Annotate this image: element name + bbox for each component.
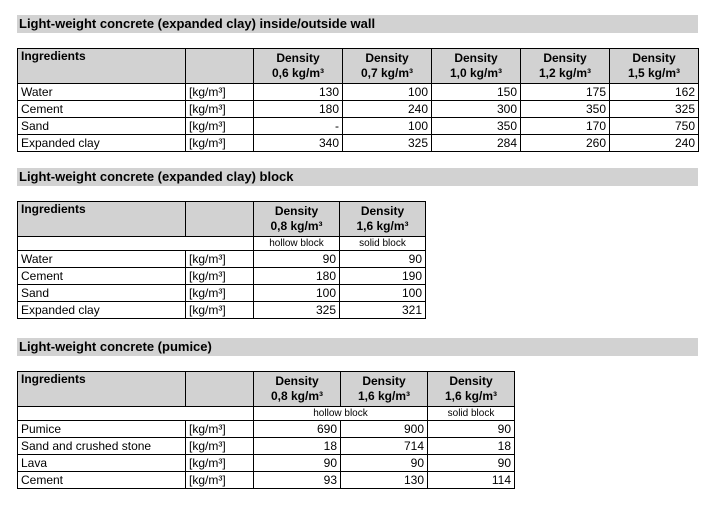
ingredient-name: Cement	[18, 101, 186, 118]
table-row	[18, 268, 426, 285]
value-cell: 100	[343, 118, 432, 135]
ingredient-name: Pumice	[18, 421, 186, 438]
value-cell: 350	[521, 101, 610, 118]
subheader-blank	[18, 237, 254, 251]
wall-table	[17, 48, 699, 152]
value-cell: 100	[340, 285, 426, 302]
value-cell: 180	[254, 268, 340, 285]
value-cell: 240	[343, 101, 432, 118]
value-cell: 93	[254, 472, 341, 489]
value-cell: 690	[254, 421, 341, 438]
value-cell: 130	[254, 84, 343, 101]
ingredient-name: Cement	[18, 268, 186, 285]
ingredients-header: Ingredients	[18, 372, 186, 407]
density-header: Density 0,8 kg/m³	[254, 202, 340, 237]
value-cell: 150	[432, 84, 521, 101]
ingredients-header: Ingredients	[18, 49, 186, 84]
value-cell: 162	[610, 84, 699, 101]
value-cell: 284	[432, 135, 521, 152]
ingredient-name: Water	[18, 251, 186, 268]
value-cell: 90	[428, 421, 515, 438]
value-cell: 130	[341, 472, 428, 489]
value-cell: 350	[432, 118, 521, 135]
subheader-blank	[18, 407, 254, 421]
value-cell: 180	[254, 101, 343, 118]
density-header: Density 1,6 kg/m³	[428, 372, 515, 407]
unit-cell: [kg/m³]	[186, 135, 254, 152]
table-row	[18, 302, 426, 319]
table-row	[18, 118, 699, 135]
section-title-wall: Light-weight concrete (expanded clay) inside/outside wall	[17, 15, 698, 33]
block-type-label: hollow block	[254, 237, 340, 251]
subheader-row	[18, 237, 426, 251]
value-cell: 90	[428, 455, 515, 472]
table-header-row	[18, 372, 515, 407]
block-type-label: solid block	[428, 407, 515, 421]
value-cell: 750	[610, 118, 699, 135]
unit-cell: [kg/m³]	[186, 438, 254, 455]
value-cell: 170	[521, 118, 610, 135]
table-header-row	[18, 49, 699, 84]
unit-cell: [kg/m³]	[186, 251, 254, 268]
block-table	[17, 201, 426, 319]
value-cell: 90	[341, 455, 428, 472]
value-cell: -	[254, 118, 343, 135]
ingredient-name: Water	[18, 84, 186, 101]
table-row	[18, 472, 515, 489]
unit-header	[186, 202, 254, 237]
unit-cell: [kg/m³]	[186, 268, 254, 285]
value-cell: 321	[340, 302, 426, 319]
table-header-row	[18, 202, 426, 237]
value-cell: 714	[341, 438, 428, 455]
ingredient-name: Sand	[18, 118, 186, 135]
section-title-pumice: Light-weight concrete (pumice)	[17, 338, 698, 356]
value-cell: 340	[254, 135, 343, 152]
unit-cell: [kg/m³]	[186, 455, 254, 472]
value-cell: 240	[610, 135, 699, 152]
value-cell: 260	[521, 135, 610, 152]
unit-cell: [kg/m³]	[186, 302, 254, 319]
unit-cell: [kg/m³]	[186, 84, 254, 101]
table-row	[18, 101, 699, 118]
unit-cell: [kg/m³]	[186, 101, 254, 118]
ingredient-name: Expanded clay	[18, 135, 186, 152]
ingredients-header: Ingredients	[18, 202, 186, 237]
value-cell: 100	[343, 84, 432, 101]
value-cell: 325	[254, 302, 340, 319]
density-header: Density 0,7 kg/m³	[343, 49, 432, 84]
unit-cell: [kg/m³]	[186, 421, 254, 438]
table-row	[18, 285, 426, 302]
value-cell: 90	[254, 455, 341, 472]
value-cell: 90	[254, 251, 340, 268]
density-header: Density 1,6 kg/m³	[341, 372, 428, 407]
ingredient-name: Sand	[18, 285, 186, 302]
table-row	[18, 84, 699, 101]
density-header: Density 0,8 kg/m³	[254, 372, 341, 407]
block-type-label: solid block	[340, 237, 426, 251]
table-row	[18, 455, 515, 472]
density-header: Density 1,5 kg/m³	[610, 49, 699, 84]
value-cell: 190	[340, 268, 426, 285]
ingredient-name: Expanded clay	[18, 302, 186, 319]
value-cell: 900	[341, 421, 428, 438]
ingredient-name: Sand and crushed stone	[18, 438, 186, 455]
section-title-block: Light-weight concrete (expanded clay) block	[17, 168, 698, 186]
value-cell: 175	[521, 84, 610, 101]
unit-cell: [kg/m³]	[186, 472, 254, 489]
value-cell: 90	[340, 251, 426, 268]
value-cell: 18	[428, 438, 515, 455]
density-header: Density 1,0 kg/m³	[432, 49, 521, 84]
value-cell: 18	[254, 438, 341, 455]
unit-cell: [kg/m³]	[186, 285, 254, 302]
table-row	[18, 438, 515, 455]
density-header: Density 0,6 kg/m³	[254, 49, 343, 84]
unit-cell: [kg/m³]	[186, 118, 254, 135]
subheader-row	[18, 407, 515, 421]
ingredient-name: Lava	[18, 455, 186, 472]
unit-header	[186, 372, 254, 407]
ingredient-name: Cement	[18, 472, 186, 489]
density-header: Density 1,6 kg/m³	[340, 202, 426, 237]
value-cell: 100	[254, 285, 340, 302]
table-row	[18, 135, 699, 152]
pumice-table	[17, 371, 515, 489]
density-header: Density 1,2 kg/m³	[521, 49, 610, 84]
unit-header	[186, 49, 254, 84]
table-row	[18, 251, 426, 268]
block-type-label: hollow block	[254, 407, 428, 421]
value-cell: 325	[343, 135, 432, 152]
table-row	[18, 421, 515, 438]
value-cell: 114	[428, 472, 515, 489]
value-cell: 300	[432, 101, 521, 118]
value-cell: 325	[610, 101, 699, 118]
